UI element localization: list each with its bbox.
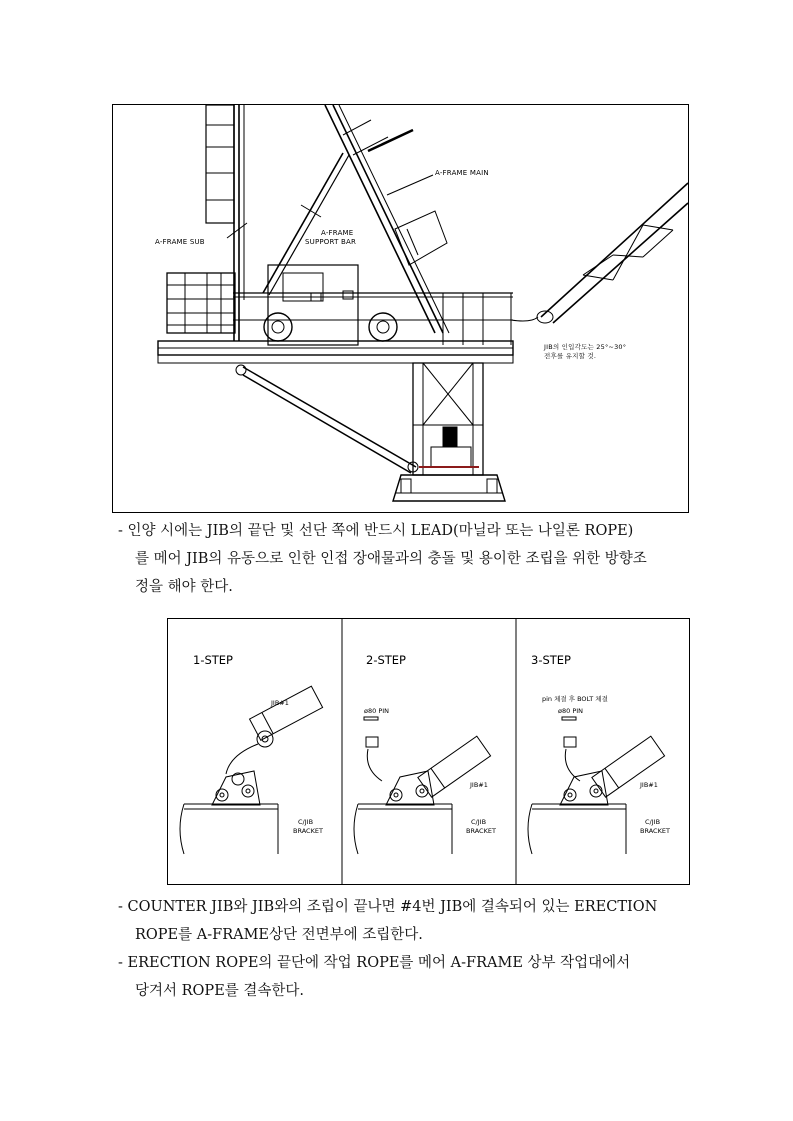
label-a-frame-support: A-FRAME [321,229,354,237]
paragraph-3-line-1: - ERECTION ROPE의 끝단에 작업 ROPE를 메어 A-FRAME 상부 작업대에서 [118,955,631,971]
paragraph-1-line-2: 를 메어 JIB의 유동으로 인한 인접 장애물과의 충돌 및 용이한 조립을 위한 방향조 [135,551,647,567]
crane-drawing-svg [113,105,688,512]
crane-assembly-drawing [112,104,689,513]
label-support-bar: SUPPORT BAR [305,238,357,246]
steps-svg [168,619,689,884]
step-2-bracket-2: BRACKET [466,827,496,835]
step-1-jib-label: JIB#1 [271,699,289,707]
paragraph-2-line-1: - COUNTER JIB와 JIB와의 조립이 끝나면 #4번 JIB에 결속되어 있는 ERECTION [118,899,658,915]
step-2-title: 2-STEP [366,653,406,667]
paragraph-2-line-2: ROPE를 A-FRAME상단 전면부에 조립한다. [135,927,423,943]
step-1-bracket-2: BRACKET [293,827,323,835]
label-a-frame-sub: A-FRAME SUB [155,238,205,246]
jib-angle-note-cont: 전후를 유지할 것. [544,352,597,360]
paragraph-3-line-2: 당겨서 ROPE를 결속한다. [135,983,305,999]
step-3-title: 3-STEP [531,653,571,667]
paragraph-1-line-1: - 인양 시에는 JIB의 끝단 및 선단 쪽에 반드시 LEAD(마닐라 또는 나일론 ROPE) [118,523,634,539]
step-1-bracket-1: C/JIB [298,818,314,826]
step-2-pin-label: ø80 PIN [364,707,390,715]
paragraph-1-line-3: 정을 해야 한다. [135,579,233,595]
step-3-bracket-2: BRACKET [640,827,670,835]
step-3-pin-label: ø80 PIN [558,707,584,715]
jib-assembly-steps [167,618,690,885]
step-1-title: 1-STEP [193,653,233,667]
step-2-jib-label: JIB#1 [470,781,488,789]
step-3-jib-label: JIB#1 [640,781,658,789]
step-3-note: pin 체결 후 BOLT 체결 [542,695,608,703]
step-3-bracket-1: C/JIB [645,818,661,826]
label-a-frame-main: A-FRAME MAIN [435,169,489,177]
jib-angle-note: JIB의 인입각도는 25°~30° [544,343,627,351]
step-2-bracket-1: C/JIB [471,818,487,826]
